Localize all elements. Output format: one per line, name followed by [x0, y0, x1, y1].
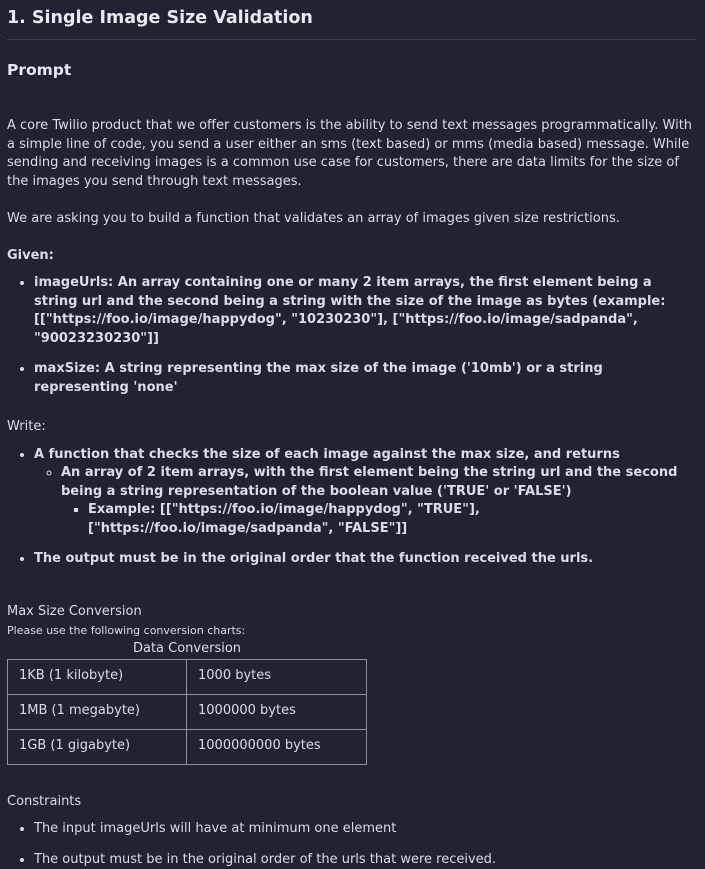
- write-heading: Write:: [7, 418, 696, 437]
- table-cell-bytes: 1000000000 bytes: [187, 729, 367, 764]
- constraint-item: • The input imageUrls will have at minimum one element: [34, 820, 696, 839]
- table-caption: Data Conversion: [7, 640, 367, 659]
- write-item-function: [34, 446, 696, 539]
- table-cell-unit: 1GB (1 gigabyte): [8, 729, 187, 764]
- conversion-table: [7, 659, 367, 765]
- table-cell-unit: 1MB (1 megabyte): [8, 694, 187, 729]
- constraints-heading: Constraints: [7, 793, 696, 812]
- max-size-heading: Max Size Conversion: [7, 603, 696, 622]
- write-subsublist: [61, 501, 696, 538]
- write-list: [7, 446, 696, 569]
- table-cell-unit: 1KB (1 kilobyte): [8, 659, 187, 694]
- table-cell-bytes: 1000 bytes: [187, 659, 367, 694]
- constraints-list: [7, 820, 696, 869]
- table-row: [8, 694, 367, 729]
- conversion-note: Please use the following conversion charts:: [7, 623, 696, 638]
- task-paragraph: We are asking you to build a function that validates an array of images given size restrictions.: [7, 210, 696, 229]
- constraint-item: • The output must be in the original order of the urls that were received.: [34, 851, 696, 869]
- table-cell-bytes: 1000000 bytes: [187, 694, 367, 729]
- given-list: [7, 274, 696, 397]
- given-heading: Given:: [7, 247, 696, 266]
- write-item-order: • The output must be in the original order that the function received the urls.: [34, 550, 696, 569]
- write-subitem-array-text: An array of 2 item arrays, with the first element being the string url and the second being a string representation of the boolean value ('TRUE' or 'FALSE'): [61, 465, 677, 499]
- given-item-image-urls: • imageUrls: An array containing one or many 2 item arrays, the first element being a string url and the second being a string with the size of the image as bytes (example: [["https://foo.io/image/happydog", "10230230"], ["https://foo.io/image/sadpanda", "90023230230"]]: [34, 274, 696, 348]
- intro-paragraph: A core Twilio product that we offer customers is the ability to send text messages programmatically. With a simple line of code, you send a user either an sms (text based) or mms (media based) message. While sending and receiving images is a common use case for customers, there are data limits for the size of the images you send through text messages.: [7, 117, 696, 191]
- table-row: [8, 729, 367, 764]
- write-sublist: [34, 464, 696, 538]
- write-example: ▪ Example: [["https://foo.io/image/happydog", "TRUE"], ["https://foo.io/image/sadpanda", "FALSE"]]: [88, 501, 696, 538]
- prompt-heading: Prompt: [7, 60, 696, 80]
- write-subitem-array: [61, 464, 696, 538]
- table-row: [8, 659, 367, 694]
- write-item-function-text: A function that checks the size of each image against the max size, and returns: [34, 447, 620, 462]
- page-title: 1. Single Image Size Validation: [7, 0, 696, 40]
- given-item-max-size: • maxSize: A string representing the max size of the image ('10mb') or a string representing 'none': [34, 360, 696, 397]
